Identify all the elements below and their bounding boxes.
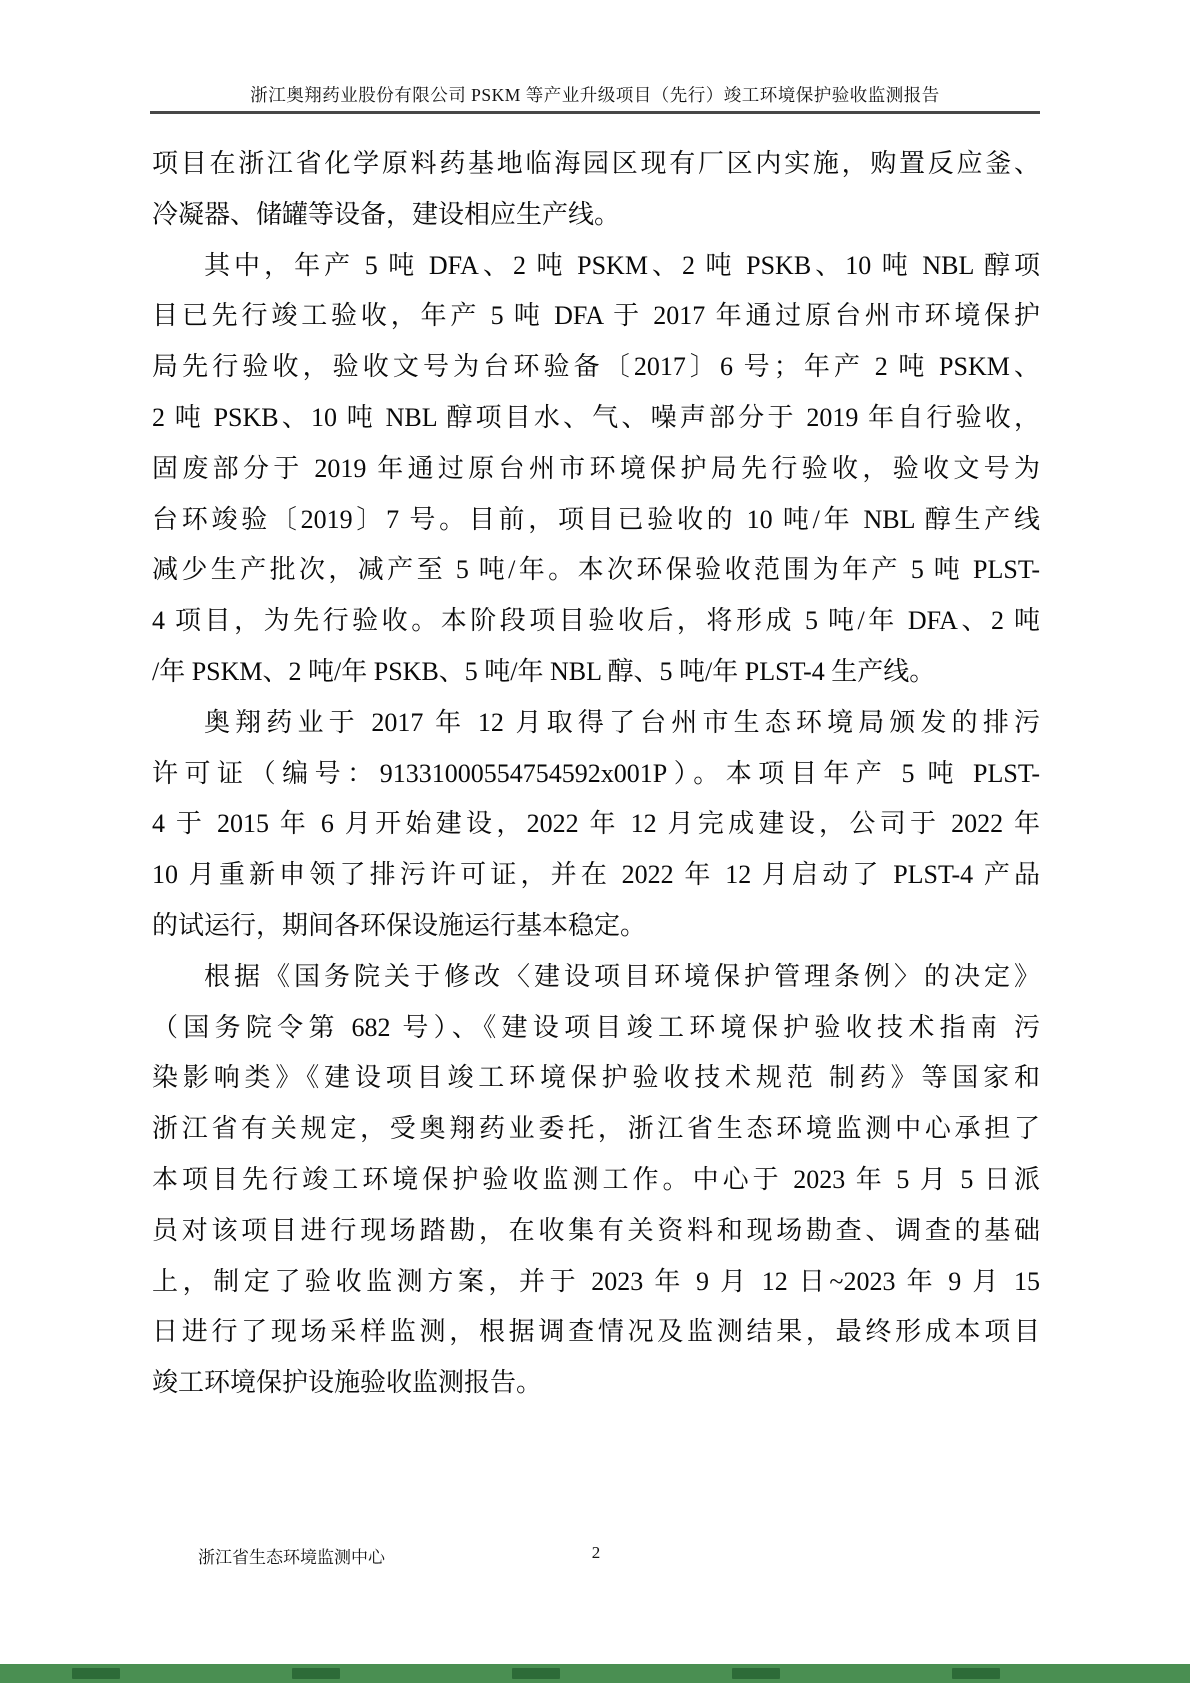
viewer-toolbar-segment[interactable] [292,1668,340,1679]
body-line: 员对该项目进行现场踏勘，在收集有关资料和现场勘查、调查的基础 [152,1215,1040,1245]
body-line: 本项目先行竣工环境保护验收监测工作。中心于 2023 年 5 月 5 日派 [152,1164,1040,1194]
header-divider [150,111,1040,114]
viewer-toolbar-segment[interactable] [952,1668,1000,1679]
body-line: 竣工环境保护设施验收监测报告。 [152,1368,543,1398]
body-line: 目已先行竣工验收，年产 5 吨 DFA 于 2017 年通过原台州市环境保护 [152,301,1040,331]
viewer-toolbar-segment[interactable] [72,1668,120,1679]
body-line: 许可证（编号：91331000554754592x001P）。本项目年产 5 吨 PLST- [152,758,1040,788]
body-line: 固废部分于 2019 年通过原台州市环境保护局先行验收，验收文号为 [152,453,1040,483]
body-line: 减少生产批次，减产至 5 吨/年。本次环保验收范围为年产 5 吨 PLST- [152,555,1040,585]
body-line: 10 月重新申领了排污许可证，并在 2022 年 12 月启动了 PLST-4 产品 [152,860,1040,890]
body-line: 2 吨 PSKB、10 吨 NBL 醇项目水、气、噪声部分于 2019 年自行验收， [152,402,1040,432]
viewer-toolbar-segment[interactable] [732,1668,780,1679]
page-header-title: 浙江奥翔药业股份有限公司 PSKM 等产业升级项目（先行）竣工环境保护验收监测报告 [250,85,940,105]
document-body [152,139,1040,1409]
footer-organization: 浙江省生态环境监测中心 [198,1548,385,1567]
viewer-toolbar-segment[interactable] [512,1668,560,1679]
body-line: /年 PSKM、2 吨/年 PSKB、5 吨/年 NBL 醇、5 吨/年 PLST-4 生产线。 [152,656,936,686]
body-line: （国务院令第 682 号）、《建设项目竣工环境保护验收技术指南 污 [152,1012,1040,1042]
body-line: 台环竣验〔2019〕7 号。目前，项目已验收的 10 吨/年 NBL 醇生产线 [152,504,1040,534]
body-line: 项目在浙江省化学原料药基地临海园区现有厂区内实施，购置反应釜、 [152,149,1040,178]
page-footer [152,1543,1040,1573]
page-number: 2 [591,1543,601,1562]
body-line: 局先行验收，验收文号为台环验备〔2017〕6 号；年产 2 吨 PSKM、 [152,352,1040,382]
viewer-toolbar[interactable] [0,1664,1190,1683]
body-line: 冷凝器、储罐等设备，建设相应生产线。 [152,199,621,229]
body-line: 上，制定了验收监测方案，并于 2023 年 9 月 12 日~2023 年 9 月 15 [152,1266,1040,1296]
body-line: 根据《国务院关于修改〈建设项目环境保护管理条例〉的决定》 [204,961,1040,991]
body-line: 日进行了现场采样监测，根据调查情况及监测结果，最终形成本项目 [152,1317,1040,1347]
body-line: 的试运行，期间各环保设施运行基本稳定。 [152,910,647,940]
body-line: 奥翔药业于 2017 年 12 月取得了台州市生态环境局颁发的排污 [204,707,1040,737]
body-line: 其中，年产 5 吨 DFA、2 吨 PSKM、2 吨 PSKB、10 吨 NBL 醇项 [204,250,1040,280]
body-line: 染影响类》《建设项目竣工环境保护验收技术规范 制药》等国家和 [152,1063,1040,1093]
body-line: 4 项目，为先行验收。本阶段项目验收后，将形成 5 吨/年 DFA、2 吨 [152,606,1040,636]
body-line: 4 于 2015 年 6 月开始建设，2022 年 12 月完成建设，公司于 2022 年 [152,809,1040,839]
body-line: 浙江省有关规定，受奥翔药业委托，浙江省生态环境监测中心承担了 [152,1114,1040,1144]
